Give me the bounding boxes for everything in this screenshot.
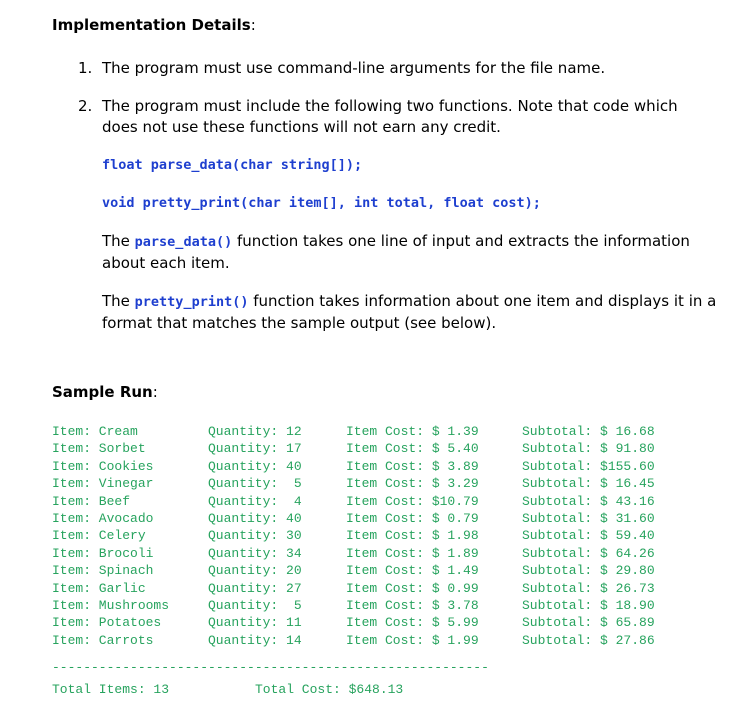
output-item-cost: Item Cost: $ 5.40: [346, 441, 479, 457]
output-subtotal: Subtotal: $ 43.16: [522, 493, 655, 509]
requirement-text-2: The program must include the following two functions. Note that code which does not use these functions will not earn any credit.: [102, 97, 678, 136]
output-item: Item: Brocoli: [52, 545, 154, 561]
output-item: Item: Spinach: [52, 563, 154, 579]
pretty-print-description: [102, 291, 718, 334]
parse-desc-post: function takes one line of input and extracts the information about each item.: [102, 232, 690, 272]
output-item-cost: Item Cost: $ 1.89: [346, 545, 479, 561]
output-item-cost: Item Cost: $ 1.39: [346, 424, 479, 439]
sample-run-heading-colon: :: [152, 383, 158, 401]
output-item-cost: Item Cost: $ 1.49: [346, 563, 479, 579]
output-subtotal: Subtotal: $ 27.86: [522, 632, 655, 648]
total-cost: Total Cost: $648.13: [255, 682, 404, 697]
output-quantity: Quantity: 34: [208, 545, 302, 561]
sample-run-heading-text: Sample Run: [52, 383, 153, 401]
parse-data-prototype: float parse_data(char string[]);: [102, 157, 363, 173]
output-quantity: Quantity: 40: [208, 458, 302, 474]
output-item-cost: Item Cost: $ 1.98: [346, 528, 479, 544]
output-item-cost: Item Cost: $ 3.29: [346, 476, 479, 492]
pretty-desc-pre: The: [102, 292, 135, 310]
output-quantity: Quantity: 20: [208, 563, 302, 579]
output-subtotal: Subtotal: $ 59.40: [522, 528, 655, 544]
output-item: Item: Celery: [52, 528, 146, 544]
parse-data-fn-name: parse_data(): [134, 234, 233, 250]
output-item: Item: Potatoes: [52, 615, 162, 631]
output-item: Item: Sorbet: [52, 441, 146, 457]
requirement-number-1: 1.: [78, 59, 93, 77]
requirements-list: [78, 58, 718, 334]
output-quantity: Quantity: 5: [208, 476, 302, 492]
output-item: Item: Avocado: [52, 510, 154, 526]
output-item: Item: Vinegar: [52, 476, 154, 492]
output-subtotal: Subtotal: $ 18.90: [522, 597, 655, 613]
requirement-item-2: [78, 96, 718, 334]
output-subtotal: Subtotal: $ 26.73: [522, 580, 655, 596]
output-item: Item: Mushrooms: [52, 597, 170, 613]
output-subtotal: Subtotal: $ 65.89: [522, 615, 655, 631]
sample-run-heading: [52, 383, 158, 401]
implementation-heading: [52, 16, 256, 34]
output-subtotal: Subtotal: $ 64.26: [522, 545, 655, 561]
implementation-heading-text: Implementation Details: [52, 16, 251, 34]
output-item-cost: Item Cost: $10.79: [346, 493, 479, 509]
output-quantity: Quantity: 27: [208, 580, 302, 596]
output-item-cost: Item Cost: $ 1.99: [346, 632, 479, 648]
output-quantity: Quantity: 30: [208, 528, 302, 544]
output-item-cost: Item Cost: $ 3.89: [346, 458, 479, 474]
output-item: Item: Carrots: [52, 632, 154, 648]
output-quantity: Quantity: 5: [208, 597, 302, 613]
output-subtotal: Subtotal: $ 91.80: [522, 441, 655, 457]
output-subtotal: Subtotal: $ 16.45: [522, 476, 655, 492]
pretty-print-prototype: void pretty_print(char item[], int total, float cost);: [102, 195, 541, 211]
output-quantity: Quantity: 17: [208, 441, 302, 457]
output-item: Item: Cookies: [52, 458, 154, 474]
output-quantity: Quantity: 11: [208, 615, 302, 631]
output-item-cost: Item Cost: $ 0.79: [346, 510, 479, 526]
total-items: Total Items: 13: [52, 682, 170, 697]
output-item-cost: Item Cost: $ 5.99: [346, 615, 479, 631]
output-subtotal: Subtotal: $ 29.80: [522, 563, 655, 579]
output-subtotal: Subtotal: $155.60: [522, 458, 655, 474]
output-item: Item: Beef: [52, 493, 131, 509]
requirement-item-1: [78, 58, 718, 79]
output-quantity: Quantity: 40: [208, 510, 302, 526]
output-quantity: Quantity: 4: [208, 493, 302, 509]
parse-desc-pre: The: [102, 232, 135, 250]
output-item-cost: Item Cost: $ 3.78: [346, 597, 479, 613]
output-subtotal: Subtotal: $ 31.60: [522, 510, 655, 526]
output-divider: --------------------------------------------------------: [52, 660, 489, 675]
output-item: Item: Garlic: [52, 580, 146, 596]
output-subtotal: Subtotal: $ 16.68: [522, 424, 655, 439]
requirement-text-1: The program must use command-line arguments for the file name.: [102, 59, 606, 77]
output-item-cost: Item Cost: $ 0.99: [346, 580, 479, 596]
pretty-desc-post: function takes information about one item and displays it in a format that matches the sample output (see below).: [102, 292, 717, 332]
output-totals: [52, 682, 404, 727]
parse-data-description: [102, 231, 718, 274]
output-quantity: Quantity: 14: [208, 632, 302, 648]
output-quantity: Quantity: 12: [208, 424, 302, 439]
output-item: Item: Cream: [52, 424, 138, 439]
requirement-number-2: 2.: [78, 97, 93, 115]
pretty-print-fn-name: pretty_print(): [134, 294, 249, 310]
implementation-heading-colon: :: [250, 16, 256, 34]
